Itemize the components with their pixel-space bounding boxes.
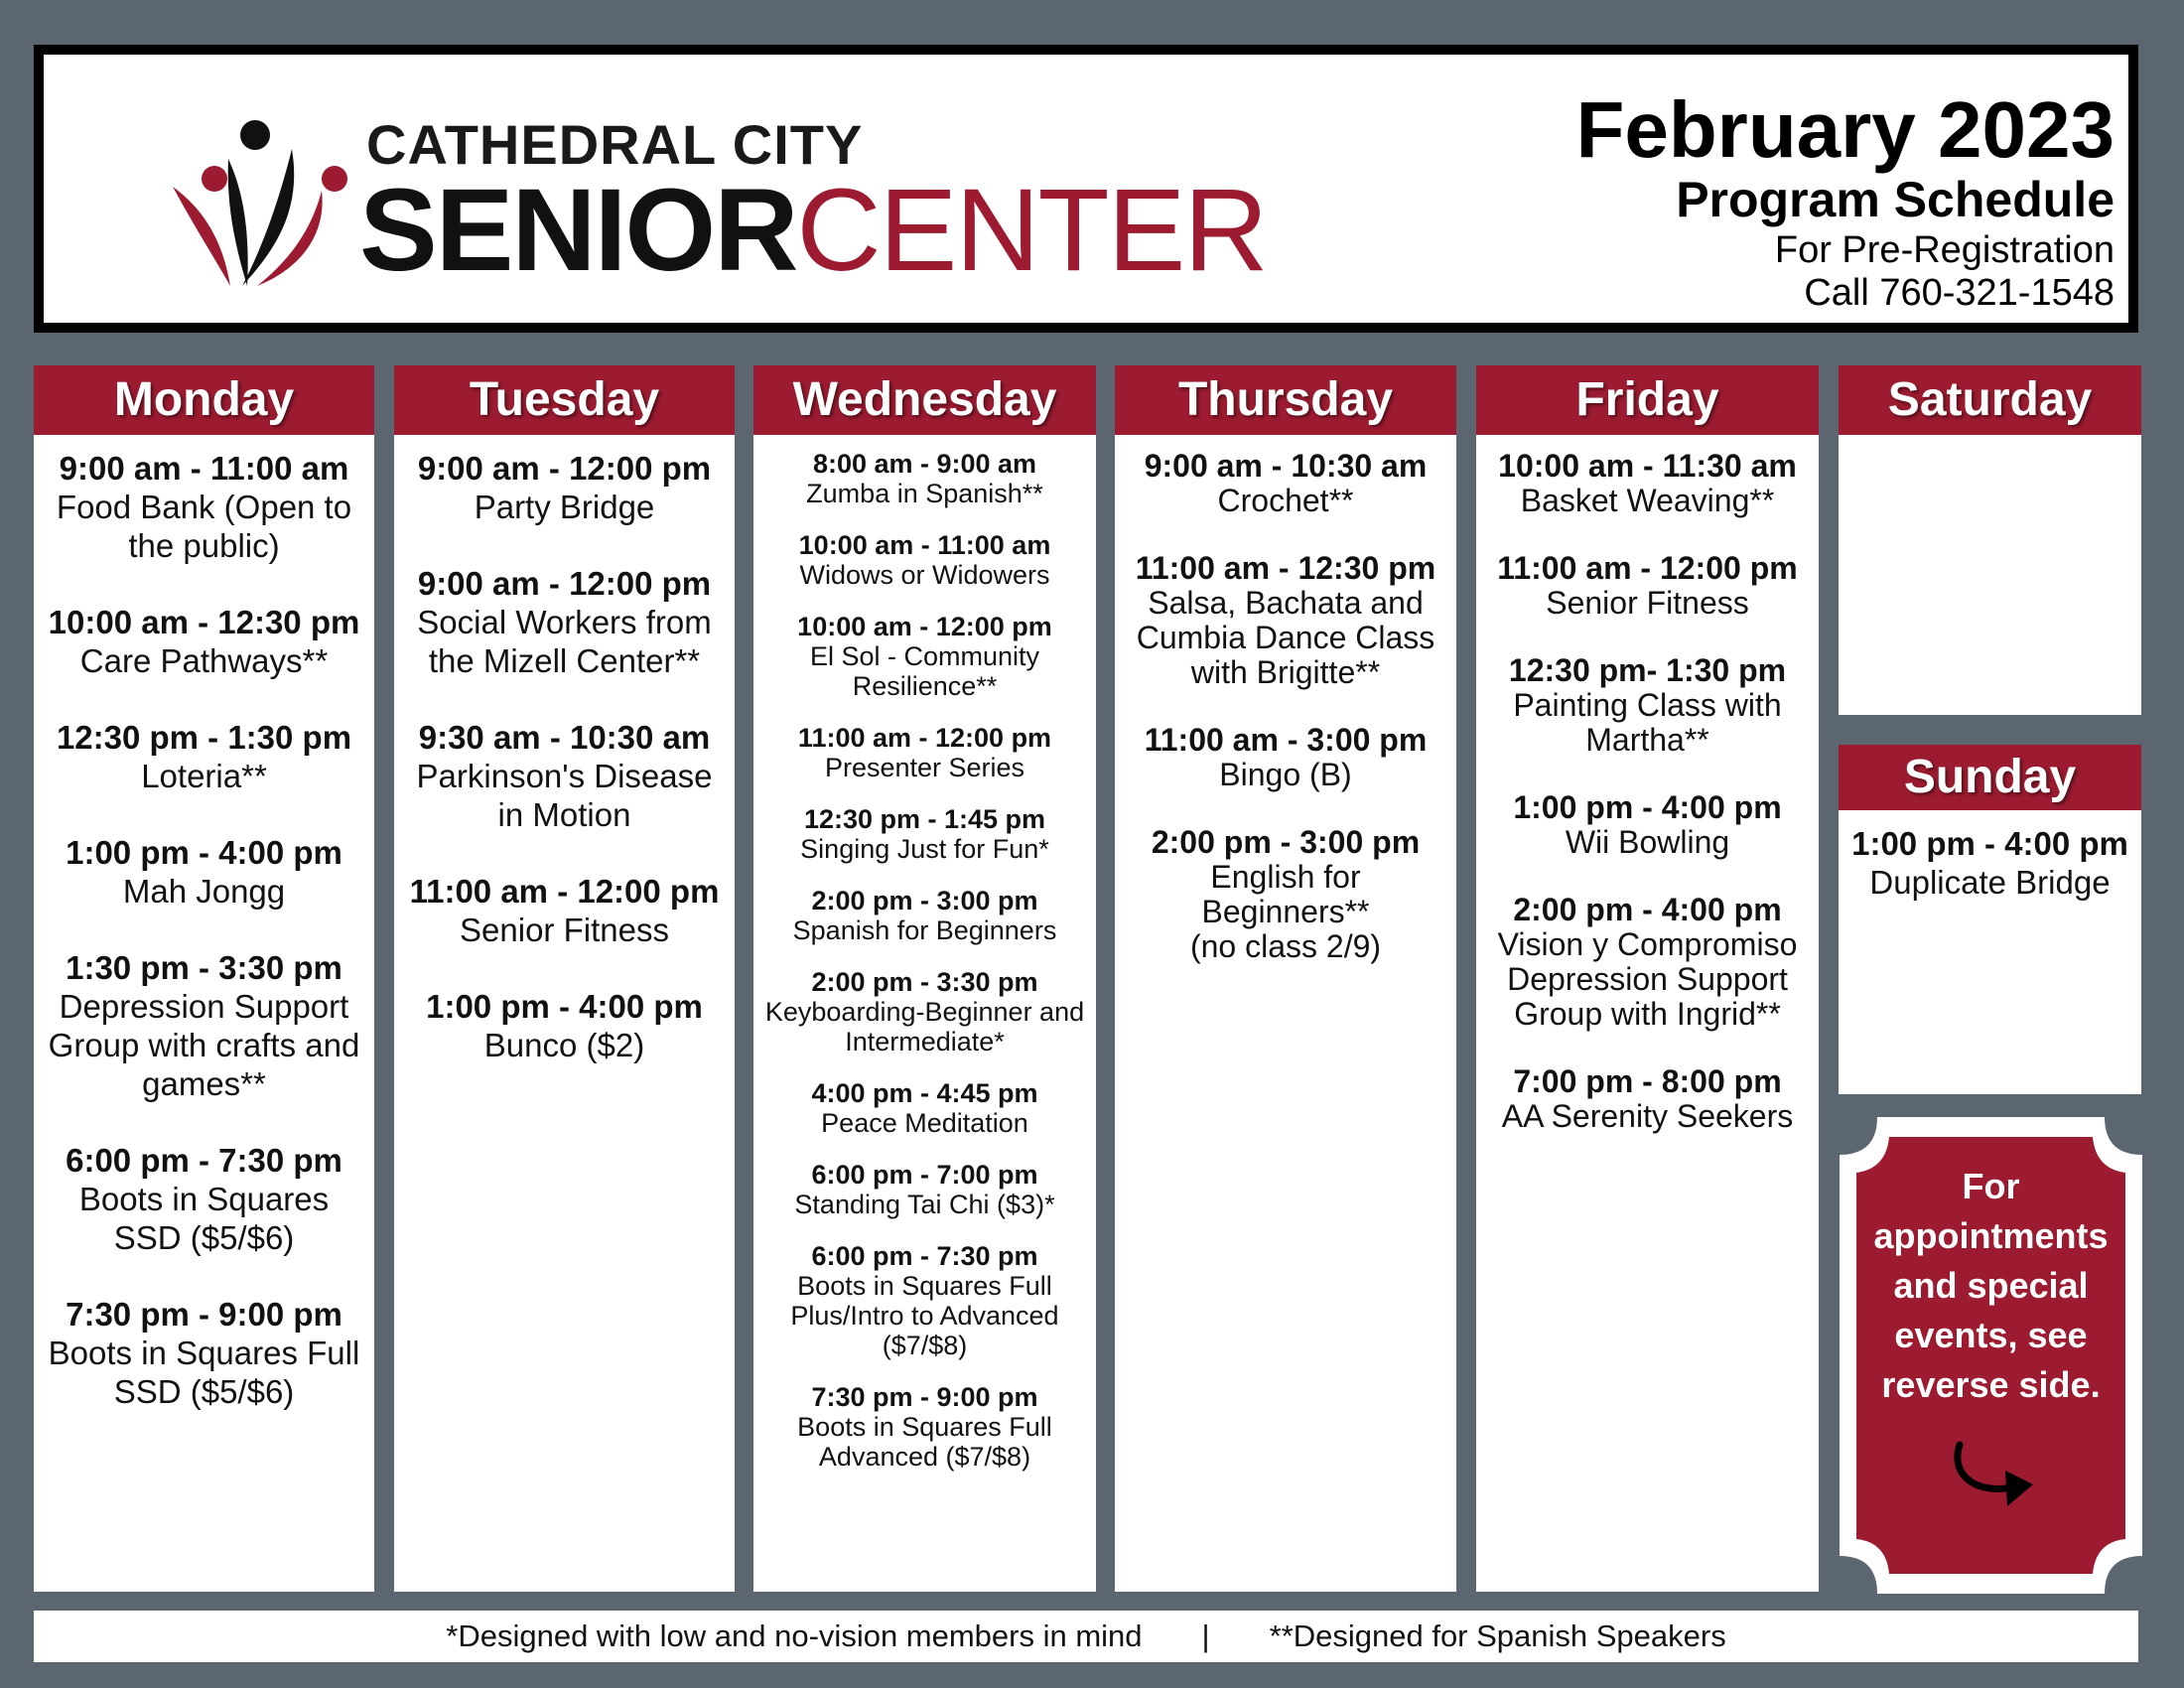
event-item	[1123, 551, 1448, 690]
event-note: (no class 2/9)	[1189, 928, 1382, 964]
day-header: Wednesday	[753, 365, 1096, 435]
event-item	[1123, 723, 1448, 792]
logo-wordmark	[359, 165, 1267, 296]
event-desc: Boots in Squares Full Plus/Intro to Advanced ($7/$8)	[790, 1271, 1059, 1360]
event-item	[402, 872, 727, 949]
event-desc: English for Beginners**	[1201, 859, 1370, 929]
event-item	[761, 1160, 1088, 1219]
event-desc: Depression Support Group with crafts and games**	[48, 988, 360, 1102]
footer-notes	[34, 1611, 2138, 1662]
event-time: 6:00 pm - 7:30 pm	[811, 1241, 1038, 1271]
event-item	[42, 948, 366, 1103]
logo-senior: SENIOR	[359, 165, 797, 296]
day-column-saturday	[1839, 365, 2141, 715]
event-desc: Zumba in Spanish**	[806, 479, 1043, 508]
footer-note-spanish: **Designed for Spanish Speakers	[1269, 1618, 1726, 1653]
header-banner	[34, 45, 2138, 333]
event-item	[402, 564, 727, 680]
event-desc: Boots in Squares Full Advanced ($7/$8)	[797, 1412, 1052, 1472]
event-item	[1484, 551, 1811, 621]
event-desc: Keyboarding-Beginner and Intermediate*	[764, 997, 1085, 1056]
event-time: 10:00 am - 12:00 pm	[797, 612, 1052, 641]
event-time: 10:00 am - 11:00 am	[798, 530, 1051, 560]
event-desc: Party Bridge	[474, 489, 655, 525]
event-desc: Widows or Widowers	[799, 560, 1050, 590]
day-events	[1839, 810, 2141, 902]
day-column-tuesday	[394, 365, 735, 1592]
event-time: 1:00 pm - 4:00 pm	[426, 988, 703, 1025]
event-time: 9:30 am - 10:30 am	[418, 719, 711, 756]
event-item	[1484, 653, 1811, 758]
event-item	[761, 804, 1088, 864]
event-time: 9:00 am - 11:00 am	[59, 450, 349, 487]
event-desc: Vision y Compromiso Depression Support Group with Ingrid**	[1497, 926, 1798, 1032]
event-time: 7:00 pm - 8:00 pm	[1513, 1063, 1782, 1099]
event-desc: Spanish for Beginners	[792, 915, 1057, 945]
event-time: 12:30 pm - 1:45 pm	[803, 804, 1046, 834]
day-header: Friday	[1476, 365, 1819, 435]
senior-center-logo-icon	[143, 109, 391, 288]
event-item	[1123, 825, 1448, 964]
event-desc: El Sol - Community Resilience**	[809, 641, 1040, 701]
event-desc: Senior Fitness	[1546, 585, 1749, 621]
event-time: 11:00 am - 12:00 pm	[1497, 550, 1798, 586]
callout-text: For appointments and special events, see reverse side.	[1873, 1166, 2109, 1405]
event-item	[1484, 449, 1811, 518]
event-desc: Boots in Squares Full SSD ($5/$6)	[48, 1335, 360, 1410]
event-time: 11:00 am - 12:00 pm	[409, 873, 720, 910]
event-time: 9:00 am - 12:00 pm	[417, 450, 712, 487]
event-item	[761, 723, 1088, 782]
event-desc: Boots in Squares SSD ($5/$6)	[78, 1181, 330, 1256]
event-desc: Painting Class with Martha**	[1513, 687, 1782, 758]
event-item	[42, 1295, 366, 1411]
event-item	[42, 449, 366, 565]
day-header: Thursday	[1115, 365, 1456, 435]
event-time: 11:00 am - 12:30 pm	[1135, 550, 1436, 586]
event-time: 1:00 pm - 4:00 pm	[1513, 789, 1782, 825]
day-events	[1115, 435, 1456, 964]
event-desc: Presenter Series	[824, 753, 1025, 782]
footer-note-low-vision: *Designed with low and no-vision members in mind	[446, 1618, 1143, 1653]
event-item	[761, 1078, 1088, 1138]
curved-arrow-icon	[1946, 1435, 2045, 1514]
day-column-thursday	[1115, 365, 1456, 1592]
day-header: Tuesday	[394, 365, 735, 435]
event-item	[1484, 893, 1811, 1032]
event-desc: Standing Tai Chi ($3)*	[794, 1190, 1055, 1219]
event-item	[42, 1141, 366, 1257]
event-time: 7:30 pm - 9:00 pm	[66, 1296, 342, 1333]
event-desc: Crochet**	[1217, 483, 1354, 518]
event-time: 2:00 pm - 3:00 pm	[1151, 824, 1421, 860]
event-time: 9:00 am - 10:30 am	[1144, 448, 1428, 484]
event-item	[1484, 790, 1811, 860]
event-item	[1846, 824, 2133, 902]
day-events	[753, 435, 1096, 1472]
event-desc: Basket Weaving**	[1520, 483, 1775, 518]
event-time: 11:00 am - 12:00 pm	[797, 723, 1052, 753]
preregistration-phone: Call 760-321-1548	[1804, 272, 2115, 315]
event-item	[761, 449, 1088, 508]
event-item	[761, 530, 1088, 590]
day-column-sunday	[1839, 745, 2141, 1094]
event-desc: Care Pathways**	[79, 642, 329, 679]
event-time: 6:00 pm - 7:30 pm	[66, 1142, 342, 1179]
day-header: Sunday	[1839, 745, 2141, 810]
event-desc: Duplicate Bridge	[1869, 864, 2111, 901]
schedule-month: February 2023	[1575, 85, 2115, 174]
event-time: 2:00 pm - 3:00 pm	[811, 886, 1038, 915]
day-header: Saturday	[1839, 365, 2141, 435]
event-desc: Bingo (B)	[1219, 757, 1352, 792]
event-time: 12:30 pm- 1:30 pm	[1508, 652, 1787, 688]
event-time: 1:00 pm - 4:00 pm	[66, 834, 342, 871]
day-column-wednesday	[753, 365, 1096, 1592]
event-time: 2:00 pm - 4:00 pm	[1513, 892, 1782, 927]
event-item	[42, 603, 366, 680]
event-item	[761, 1241, 1088, 1360]
day-column-friday	[1476, 365, 1819, 1592]
event-time: 7:30 pm - 9:00 pm	[811, 1382, 1038, 1412]
event-time: 1:30 pm - 3:30 pm	[66, 949, 342, 986]
event-desc: AA Serenity Seekers	[1501, 1098, 1794, 1134]
event-time: 11:00 am - 3:00 pm	[1144, 722, 1428, 758]
event-desc: Bunco ($2)	[483, 1027, 645, 1063]
event-item	[1123, 449, 1448, 518]
event-item	[42, 718, 366, 795]
day-header: Monday	[34, 365, 374, 435]
event-time: 6:00 pm - 7:00 pm	[811, 1160, 1038, 1190]
event-desc: Senior Fitness	[460, 912, 669, 948]
event-desc: Loteria**	[141, 758, 267, 794]
event-desc: Food Bank (Open to the public)	[56, 489, 352, 564]
day-events	[394, 435, 735, 1064]
logo-line-1: CATHEDRAL CITY	[366, 113, 864, 176]
event-desc: Social Workers from the Mizell Center**	[417, 604, 712, 679]
event-time: 9:00 am - 12:00 pm	[417, 565, 712, 602]
event-desc: Parkinson's Disease in Motion	[416, 758, 713, 833]
event-desc: Mah Jongg	[122, 873, 286, 910]
event-time: 10:00 am - 12:30 pm	[48, 604, 360, 640]
preregistration-text: For Pre-Registration	[1774, 228, 2115, 271]
event-item	[761, 1382, 1088, 1472]
event-item	[761, 967, 1088, 1056]
event-time: 10:00 am - 11:30 am	[1498, 448, 1797, 484]
event-item	[1484, 1064, 1811, 1134]
event-desc: Peace Meditation	[821, 1108, 1028, 1138]
event-time: 8:00 am - 9:00 am	[812, 449, 1037, 479]
day-events	[34, 435, 374, 1411]
event-desc: Salsa, Bachata and Cumbia Dance Class with Brigitte**	[1136, 585, 1435, 690]
day-events	[1476, 435, 1819, 1134]
event-item	[402, 987, 727, 1064]
event-item	[42, 833, 366, 911]
event-item	[402, 449, 727, 526]
event-item	[761, 886, 1088, 945]
event-item	[402, 718, 727, 834]
event-time: 12:30 pm - 1:30 pm	[56, 719, 352, 756]
logo-center: CENTER	[796, 165, 1267, 296]
day-column-monday	[34, 365, 374, 1592]
footer-separator: |	[1201, 1618, 1210, 1653]
event-time: 2:00 pm - 3:30 pm	[811, 967, 1038, 997]
event-desc: Wii Bowling	[1565, 824, 1730, 860]
event-item	[761, 612, 1088, 701]
event-time: 4:00 pm - 4:45 pm	[811, 1078, 1038, 1108]
event-time: 1:00 pm - 4:00 pm	[1851, 825, 2128, 862]
event-desc: Singing Just for Fun*	[800, 834, 1049, 864]
schedule-subtitle: Program Schedule	[1676, 172, 2115, 227]
schedule-title-block	[1575, 85, 2115, 316]
